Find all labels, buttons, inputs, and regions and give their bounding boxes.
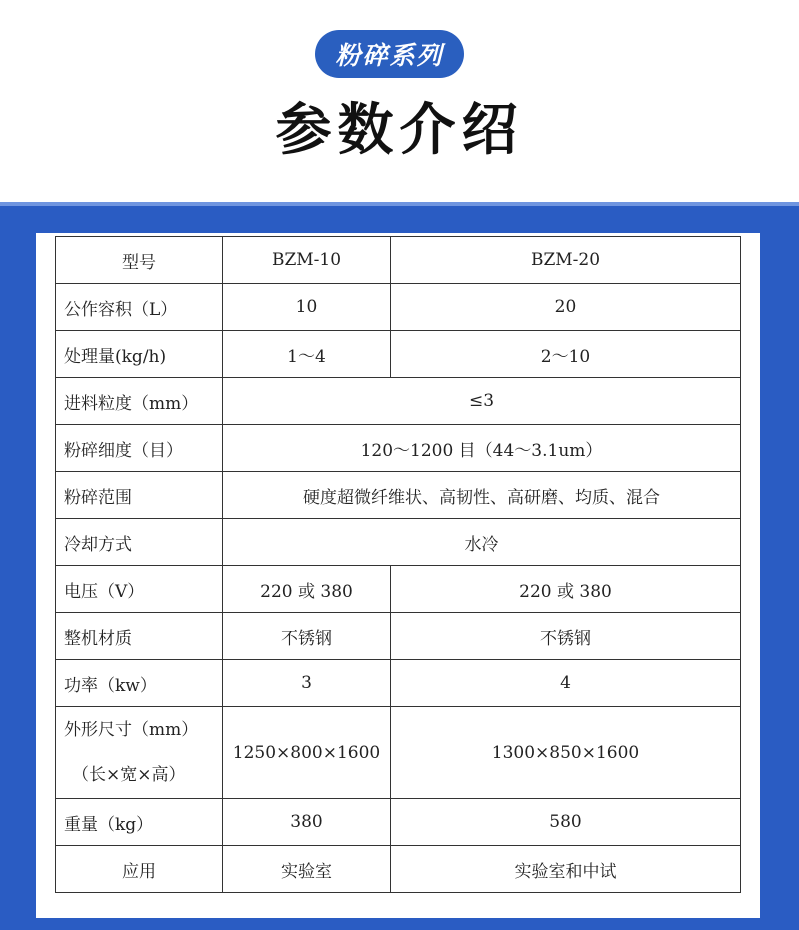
cell-value: 1～4	[223, 331, 391, 378]
row-label-line: 外形尺寸（mm）	[64, 719, 199, 740]
cell-value: 10	[223, 284, 391, 331]
series-badge: 粉碎系列	[315, 30, 464, 78]
row-label: 粉碎范围	[56, 472, 223, 519]
row-label: 应用	[56, 846, 223, 893]
cell-value: 380	[223, 799, 391, 846]
cell-value: 3	[223, 660, 391, 707]
cell-value: 4	[391, 660, 741, 707]
cell-value: 220 或 380	[391, 566, 741, 613]
table-row	[56, 799, 741, 846]
header-cell-bzm10: BZM-10	[223, 237, 391, 284]
header-section	[0, 0, 799, 202]
cell-value: 实验室	[223, 846, 391, 893]
row-label: 公作容积（L）	[56, 284, 223, 331]
table-row	[56, 378, 741, 425]
table-row	[56, 331, 741, 378]
table-row	[56, 472, 741, 519]
header-cell-bzm20: BZM-20	[391, 237, 741, 284]
cell-value: 不锈钢	[223, 613, 391, 660]
cell-value: 1250×800×1600	[223, 707, 391, 799]
merged-cell-value: 120～1200 目（44～3.1um）	[223, 425, 741, 472]
row-label: 进料粒度（mm）	[56, 378, 223, 425]
row-label: 功率（kw）	[56, 660, 223, 707]
row-label: 粉碎细度（目）	[56, 425, 223, 472]
table-header-row	[56, 237, 741, 284]
row-label: 冷却方式	[56, 519, 223, 566]
table-row	[56, 613, 741, 660]
table-row	[56, 846, 741, 893]
row-label-line: （长×宽×高）	[72, 764, 186, 785]
table-row	[56, 707, 741, 799]
cell-value: 实验室和中试	[391, 846, 741, 893]
cell-value: 不锈钢	[391, 613, 741, 660]
row-label: 重量（kg）	[56, 799, 223, 846]
row-label: 处理量(kg/h)	[56, 331, 223, 378]
cell-value: 2～10	[391, 331, 741, 378]
cell-value: 1300×850×1600	[391, 707, 741, 799]
spec-table	[55, 236, 741, 893]
merged-cell-value: ≤3	[223, 378, 741, 425]
table-row	[56, 660, 741, 707]
table-row	[56, 284, 741, 331]
row-label	[56, 707, 223, 799]
page-title: 参数介绍	[275, 98, 524, 163]
table-row	[56, 566, 741, 613]
row-label: 整机材质	[56, 613, 223, 660]
row-label: 电压（V）	[56, 566, 223, 613]
cell-value: 20	[391, 284, 741, 331]
cell-value: 220 或 380	[223, 566, 391, 613]
cell-value: 580	[391, 799, 741, 846]
table-row	[56, 519, 741, 566]
table-row	[56, 425, 741, 472]
merged-cell-value: 水冷	[223, 519, 741, 566]
header-cell-model: 型号	[56, 237, 223, 284]
merged-cell-value: 硬度超微纤维状、高韧性、高研磨、均质、混合	[223, 472, 741, 519]
